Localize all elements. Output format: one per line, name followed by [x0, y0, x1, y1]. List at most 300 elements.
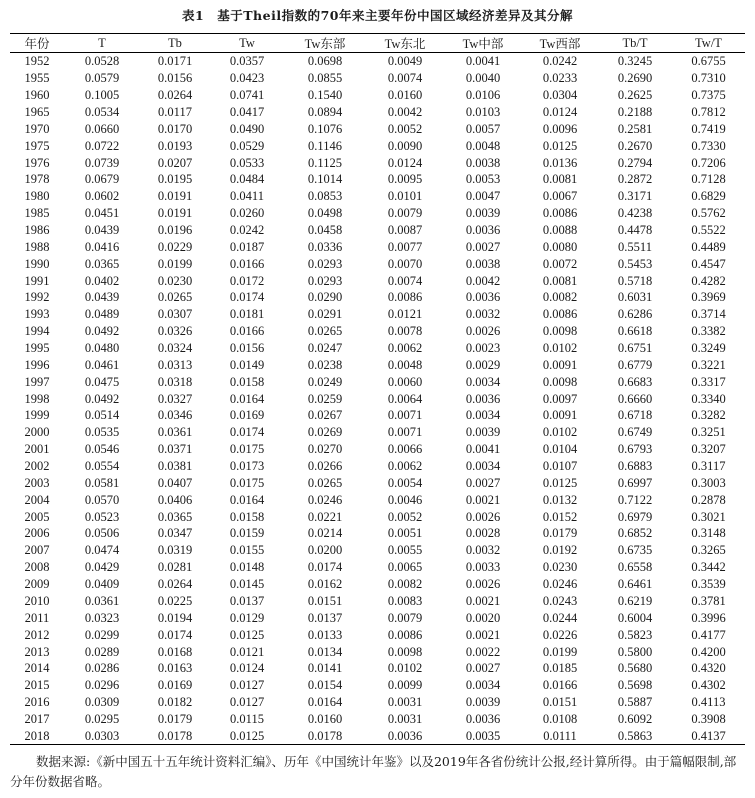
value-cell: 0.0200 [307, 543, 343, 558]
table-row [10, 407, 745, 424]
value-cell: 0.0492 [84, 324, 120, 339]
table-row [10, 643, 745, 660]
value-cell: 0.0052 [387, 509, 423, 524]
value-cell: 0.6219 [617, 593, 653, 608]
value-cell: 0.6558 [617, 560, 653, 575]
value-cell: 0.6683 [617, 374, 653, 389]
value-cell: 0.0121 [229, 644, 265, 659]
value-cell: 0.0489 [84, 307, 120, 322]
value-cell: 0.6660 [617, 391, 653, 406]
value-cell: 0.0033 [465, 560, 501, 575]
value-cell: 0.0416 [84, 239, 120, 254]
year-cell: 1997 [24, 374, 50, 389]
value-cell: 0.0293 [307, 273, 343, 288]
value-cell: 0.0158 [229, 509, 265, 524]
value-cell: 0.0318 [157, 374, 193, 389]
value-cell: 0.0246 [542, 577, 578, 592]
value-cell: 0.0175 [229, 442, 265, 457]
value-cell: 0.0021 [465, 492, 501, 507]
col-header: Tw [210, 34, 284, 53]
col-header: Tw西部 [522, 34, 598, 53]
value-cell: 0.0062 [387, 341, 423, 356]
year-cell: 2005 [24, 509, 50, 524]
value-cell: 0.0048 [465, 138, 501, 153]
value-cell: 0.0086 [542, 307, 578, 322]
table-row [10, 677, 745, 694]
value-cell: 0.0039 [465, 206, 501, 221]
value-cell: 0.0031 [387, 695, 423, 710]
value-cell: 0.7206 [691, 155, 726, 170]
value-cell: 0.0309 [84, 695, 120, 710]
value-cell: 0.7812 [691, 105, 726, 119]
value-cell: 0.6286 [617, 307, 653, 322]
value-cell: 0.6779 [617, 357, 653, 372]
value-cell: 0.0293 [307, 256, 343, 271]
value-cell: 0.6735 [617, 543, 653, 558]
value-cell: 0.0108 [542, 711, 578, 726]
value-cell: 0.0242 [542, 54, 578, 69]
value-cell: 0.0041 [465, 442, 501, 457]
value-cell: 0.5680 [617, 661, 653, 676]
value-cell: 0.0079 [387, 610, 423, 625]
table-row [10, 289, 745, 306]
value-cell: 0.3996 [691, 610, 726, 625]
value-cell: 0.4302 [691, 678, 726, 693]
value-cell: 0.0170 [157, 121, 193, 136]
value-cell: 0.0048 [387, 357, 423, 372]
value-cell: 0.6749 [617, 425, 653, 440]
value-cell: 0.0022 [465, 644, 501, 659]
value-cell: 0.0127 [229, 695, 265, 710]
year-cell: 2013 [24, 644, 50, 659]
value-cell: 0.0660 [84, 121, 120, 136]
value-cell: 0.0178 [140, 727, 210, 744]
value-cell: 0.4177 [691, 627, 726, 642]
value-cell: 0.6618 [617, 324, 653, 339]
value-cell: 0.5800 [617, 644, 653, 659]
value-cell: 0.0086 [542, 206, 578, 221]
value-cell: 0.0534 [84, 105, 120, 119]
value-cell: 0.6755 [691, 54, 726, 69]
value-cell: 0.0855 [307, 71, 343, 86]
value-cell: 0.0439 [84, 290, 120, 305]
theil-index-table [10, 33, 745, 745]
value-cell: 0.0098 [387, 644, 423, 659]
value-cell: 0.0049 [387, 54, 423, 69]
value-cell: 0.0031 [387, 711, 423, 726]
header-row [10, 34, 745, 53]
value-cell: 0.5453 [617, 256, 653, 271]
year-cell: 1996 [24, 357, 50, 372]
value-cell: 0.0042 [465, 273, 501, 288]
value-cell: 0.0055 [387, 543, 423, 558]
value-cell: 0.6031 [617, 290, 653, 305]
value-cell: 0.6979 [617, 509, 653, 524]
value-cell: 0.3317 [691, 374, 726, 389]
value-cell: 0.0129 [229, 610, 265, 625]
table-row [10, 626, 745, 643]
value-cell: 0.2872 [617, 172, 653, 187]
table-row [10, 272, 745, 289]
value-cell: 0.0324 [157, 341, 193, 356]
year-cell: 2017 [24, 711, 50, 726]
value-cell: 0.0894 [307, 105, 343, 119]
value-cell: 0.0035 [444, 727, 522, 744]
value-cell: 0.0102 [542, 425, 578, 440]
value-cell: 0.0581 [84, 475, 120, 490]
value-cell: 0.0166 [229, 324, 265, 339]
table-row [10, 238, 745, 255]
value-cell: 0.0151 [307, 593, 343, 608]
value-cell: 0.7330 [691, 138, 726, 153]
value-cell: 0.0156 [229, 341, 265, 356]
value-cell: 0.2878 [691, 492, 726, 507]
year-cell: 1965 [24, 105, 50, 119]
value-cell: 0.5863 [598, 727, 672, 744]
table-row [10, 525, 745, 542]
table-row [10, 137, 745, 154]
value-cell: 0.0230 [157, 273, 193, 288]
value-cell: 0.0125 [210, 727, 284, 744]
year-cell: 2001 [24, 442, 50, 457]
value-cell: 0.0034 [465, 374, 501, 389]
value-cell: 0.0514 [84, 408, 120, 423]
value-cell: 0.3340 [691, 391, 726, 406]
col-header: Tb/T [598, 34, 672, 53]
value-cell: 0.0036 [465, 290, 501, 305]
value-cell: 0.0853 [307, 189, 343, 204]
value-cell: 0.0087 [387, 223, 423, 238]
value-cell: 0.0411 [230, 189, 264, 204]
value-cell: 0.0036 [465, 391, 501, 406]
value-cell: 0.0115 [230, 711, 264, 726]
value-cell: 0.0097 [542, 391, 578, 406]
value-cell: 0.0083 [387, 593, 423, 608]
value-cell: 0.0570 [84, 492, 120, 507]
value-cell: 0.0034 [465, 678, 501, 693]
table-row [10, 390, 745, 407]
value-cell: 0.0523 [84, 509, 120, 524]
table-row [10, 559, 745, 576]
year-cell: 1995 [24, 341, 50, 356]
value-cell: 0.0361 [84, 593, 120, 608]
value-cell: 0.0124 [387, 155, 423, 170]
value-cell: 0.0361 [157, 425, 193, 440]
value-cell: 0.3969 [691, 290, 726, 305]
value-cell: 0.0679 [84, 172, 120, 187]
year-cell: 1993 [24, 307, 50, 322]
value-cell: 0.3171 [617, 189, 653, 204]
year-cell: 2007 [24, 543, 50, 558]
value-cell: 0.0125 [542, 138, 578, 153]
value-cell: 0.0199 [542, 644, 578, 659]
value-cell: 0.6829 [691, 189, 726, 204]
year-cell: 1994 [24, 324, 50, 339]
value-cell: 0.6883 [617, 459, 653, 474]
value-cell: 0.0164 [229, 391, 265, 406]
table-row [10, 491, 745, 508]
value-cell: 0.6461 [617, 577, 653, 592]
value-cell: 0.0243 [542, 593, 578, 608]
year-cell: 1952 [24, 54, 50, 69]
table-row [10, 104, 745, 121]
value-cell: 0.1146 [308, 138, 342, 153]
value-cell: 0.0032 [465, 307, 501, 322]
value-cell: 0.6092 [617, 711, 653, 726]
value-cell: 0.0074 [387, 71, 423, 86]
value-cell: 0.0027 [465, 475, 501, 490]
value-cell: 0.0554 [84, 459, 120, 474]
table-row [10, 205, 745, 222]
value-cell: 0.0179 [542, 526, 578, 541]
value-cell: 0.3251 [691, 425, 726, 440]
value-cell: 0.0042 [387, 105, 423, 119]
value-cell: 0.3442 [691, 560, 726, 575]
year-cell: 2002 [24, 459, 50, 474]
value-cell: 0.0238 [307, 357, 343, 372]
table-caption: 表1 基于Theil指数的70年来主要年份中国区域经济差异及其分解 [182, 8, 573, 23]
value-cell: 0.3249 [691, 341, 726, 356]
year-cell: 1960 [24, 88, 50, 103]
value-cell: 0.0152 [542, 509, 578, 524]
value-cell: 0.0026 [465, 509, 501, 524]
value-cell: 0.0289 [84, 644, 120, 659]
value-cell: 0.1005 [84, 88, 120, 103]
value-cell: 0.0474 [84, 543, 120, 558]
value-cell: 0.0124 [229, 661, 265, 676]
year-cell: 2003 [24, 475, 50, 490]
value-cell: 0.0247 [307, 341, 343, 356]
value-cell: 0.0207 [157, 155, 193, 170]
value-cell: 0.0371 [157, 442, 193, 457]
value-cell: 0.4282 [691, 273, 726, 288]
value-cell: 0.0406 [157, 492, 193, 507]
value-cell: 0.0451 [84, 206, 120, 221]
value-cell: 0.0270 [307, 442, 343, 457]
value-cell: 0.0026 [465, 324, 501, 339]
year-cell: 2000 [24, 425, 50, 440]
value-cell: 0.0266 [307, 459, 343, 474]
value-cell: 0.0029 [465, 357, 501, 372]
table-row [10, 53, 745, 70]
value-cell: 0.6751 [617, 341, 653, 356]
value-cell: 0.0602 [84, 189, 120, 204]
value-cell: 0.0230 [542, 560, 578, 575]
value-cell: 0.0265 [157, 290, 193, 305]
value-cell: 0.0026 [465, 577, 501, 592]
value-cell: 0.4238 [617, 206, 653, 221]
value-cell: 0.0136 [542, 155, 578, 170]
value-cell: 0.0154 [307, 678, 343, 693]
value-cell: 0.0528 [84, 54, 120, 69]
value-cell: 0.1125 [308, 155, 342, 170]
value-cell: 0.1014 [307, 172, 343, 187]
value-cell: 0.0074 [387, 273, 423, 288]
value-cell: 0.0313 [157, 357, 193, 372]
value-cell: 0.0028 [465, 526, 501, 541]
value-cell: 0.0062 [387, 459, 423, 474]
value-cell: 0.0475 [84, 374, 120, 389]
value-cell: 0.0163 [157, 661, 193, 676]
value-cell: 0.3781 [691, 593, 726, 608]
value-cell: 0.0070 [387, 256, 423, 271]
year-cell: 1985 [24, 206, 50, 221]
value-cell: 0.0319 [157, 543, 193, 558]
value-cell: 0.0137 [229, 593, 265, 608]
value-cell: 0.0046 [387, 492, 423, 507]
year-cell: 2012 [24, 627, 50, 642]
value-cell: 0.0290 [307, 290, 343, 305]
table-row [10, 542, 745, 559]
year-cell: 1970 [24, 121, 50, 136]
value-cell: 0.5823 [617, 627, 653, 642]
value-cell: 0.0214 [307, 526, 343, 541]
value-cell: 0.0158 [229, 374, 265, 389]
value-cell: 0.0192 [542, 543, 578, 558]
table-row [10, 255, 745, 272]
value-cell: 0.0166 [229, 256, 265, 271]
value-cell: 0.0179 [157, 711, 193, 726]
value-cell: 0.0086 [387, 290, 423, 305]
value-cell: 0.0047 [465, 189, 501, 204]
value-cell: 0.0125 [229, 627, 265, 642]
value-cell: 0.0174 [229, 425, 265, 440]
value-cell: 0.0067 [542, 189, 578, 204]
value-cell: 0.0267 [307, 408, 343, 423]
value-cell: 0.0193 [157, 138, 193, 153]
value-cell: 0.0164 [229, 492, 265, 507]
value-cell: 0.3714 [691, 307, 726, 322]
value-cell: 0.0065 [387, 560, 423, 575]
value-cell: 0.0039 [465, 695, 501, 710]
value-cell: 0.7128 [691, 172, 726, 187]
value-cell: 0.0423 [229, 71, 265, 86]
value-cell: 0.0160 [307, 711, 343, 726]
year-cell: 2004 [24, 492, 50, 507]
value-cell: 0.0579 [84, 71, 120, 86]
value-cell: 0.0194 [157, 610, 193, 625]
value-cell: 0.3539 [691, 577, 726, 592]
value-cell: 0.0104 [542, 442, 578, 457]
value-cell: 0.0078 [387, 324, 423, 339]
value-cell: 0.0148 [229, 560, 265, 575]
year-cell: 2016 [24, 695, 50, 710]
value-cell: 0.0027 [465, 661, 501, 676]
value-cell: 0.0155 [229, 543, 265, 558]
value-cell: 0.0265 [307, 324, 343, 339]
value-cell: 0.6793 [617, 442, 653, 457]
value-cell: 0.0346 [157, 408, 193, 423]
value-cell: 0.0160 [387, 88, 423, 103]
value-cell: 0.0291 [307, 307, 343, 322]
value-cell: 0.0458 [307, 223, 343, 238]
value-cell: 0.0269 [307, 425, 343, 440]
year-cell: 1955 [24, 71, 50, 86]
value-cell: 0.0172 [229, 273, 265, 288]
value-cell: 0.2625 [617, 88, 653, 103]
table-row [10, 356, 745, 373]
table-row [10, 373, 745, 390]
value-cell: 0.3148 [691, 526, 726, 541]
value-cell: 0.0175 [229, 475, 265, 490]
value-cell: 0.3003 [691, 475, 726, 490]
value-cell: 0.0082 [542, 290, 578, 305]
value-cell: 0.0295 [84, 711, 120, 726]
table-row [10, 306, 745, 323]
value-cell: 0.0071 [387, 408, 423, 423]
value-cell: 0.0064 [387, 391, 423, 406]
value-cell: 0.0057 [465, 121, 501, 136]
value-cell: 0.0166 [542, 678, 578, 693]
value-cell: 0.0171 [157, 54, 193, 69]
year-cell: 2006 [24, 526, 50, 541]
table-row [10, 576, 745, 593]
table-row [10, 609, 745, 626]
value-cell: 0.7122 [617, 492, 653, 507]
value-cell: 0.0101 [387, 189, 423, 204]
value-cell: 0.6852 [617, 526, 653, 541]
value-cell: 0.0077 [387, 239, 423, 254]
value-cell: 0.2690 [617, 71, 653, 86]
value-cell: 0.0533 [229, 155, 265, 170]
value-cell: 0.0054 [387, 475, 423, 490]
value-cell: 0.4113 [691, 695, 726, 710]
value-cell: 0.0162 [307, 577, 343, 592]
value-cell: 0.0107 [542, 459, 578, 474]
value-cell: 0.0296 [84, 678, 120, 693]
value-cell: 0.0034 [465, 408, 501, 423]
value-cell: 0.0086 [387, 627, 423, 642]
value-cell: 0.3282 [691, 408, 726, 423]
value-cell: 0.0121 [387, 307, 423, 322]
value-cell: 0.0027 [465, 239, 501, 254]
value-cell: 0.0036 [465, 223, 501, 238]
value-cell: 0.0225 [157, 593, 193, 608]
value-cell: 0.0095 [387, 172, 423, 187]
value-cell: 0.5887 [617, 695, 653, 710]
value-cell: 0.0323 [84, 610, 120, 625]
table-body [10, 53, 745, 745]
value-cell: 0.0164 [307, 695, 343, 710]
value-cell: 0.0091 [542, 357, 578, 372]
table-row [10, 711, 745, 728]
value-cell: 0.0246 [307, 492, 343, 507]
value-cell: 0.0181 [229, 307, 265, 322]
value-cell: 0.0407 [157, 475, 193, 490]
value-cell: 0.0111 [522, 727, 598, 744]
value-cell: 0.0051 [387, 526, 423, 541]
value-cell: 0.2794 [617, 155, 653, 170]
value-cell: 0.0021 [465, 593, 501, 608]
value-cell: 0.0173 [229, 459, 265, 474]
value-cell: 0.0090 [387, 138, 423, 153]
year-cell: 2014 [24, 661, 50, 676]
value-cell: 0.0137 [307, 610, 343, 625]
value-cell: 0.0133 [307, 627, 343, 642]
value-cell: 0.0461 [84, 357, 120, 372]
value-cell: 0.6718 [617, 408, 653, 423]
year-cell: 1980 [24, 189, 50, 204]
value-cell: 0.5522 [691, 223, 726, 238]
value-cell: 0.0187 [229, 239, 265, 254]
value-cell: 0.4137 [672, 727, 745, 744]
value-cell: 0.0174 [157, 627, 193, 642]
value-cell: 0.7375 [691, 88, 726, 103]
value-cell: 0.1540 [307, 88, 343, 103]
year-cell: 2010 [24, 593, 50, 608]
value-cell: 0.0535 [84, 425, 120, 440]
value-cell: 0.0102 [542, 341, 578, 356]
